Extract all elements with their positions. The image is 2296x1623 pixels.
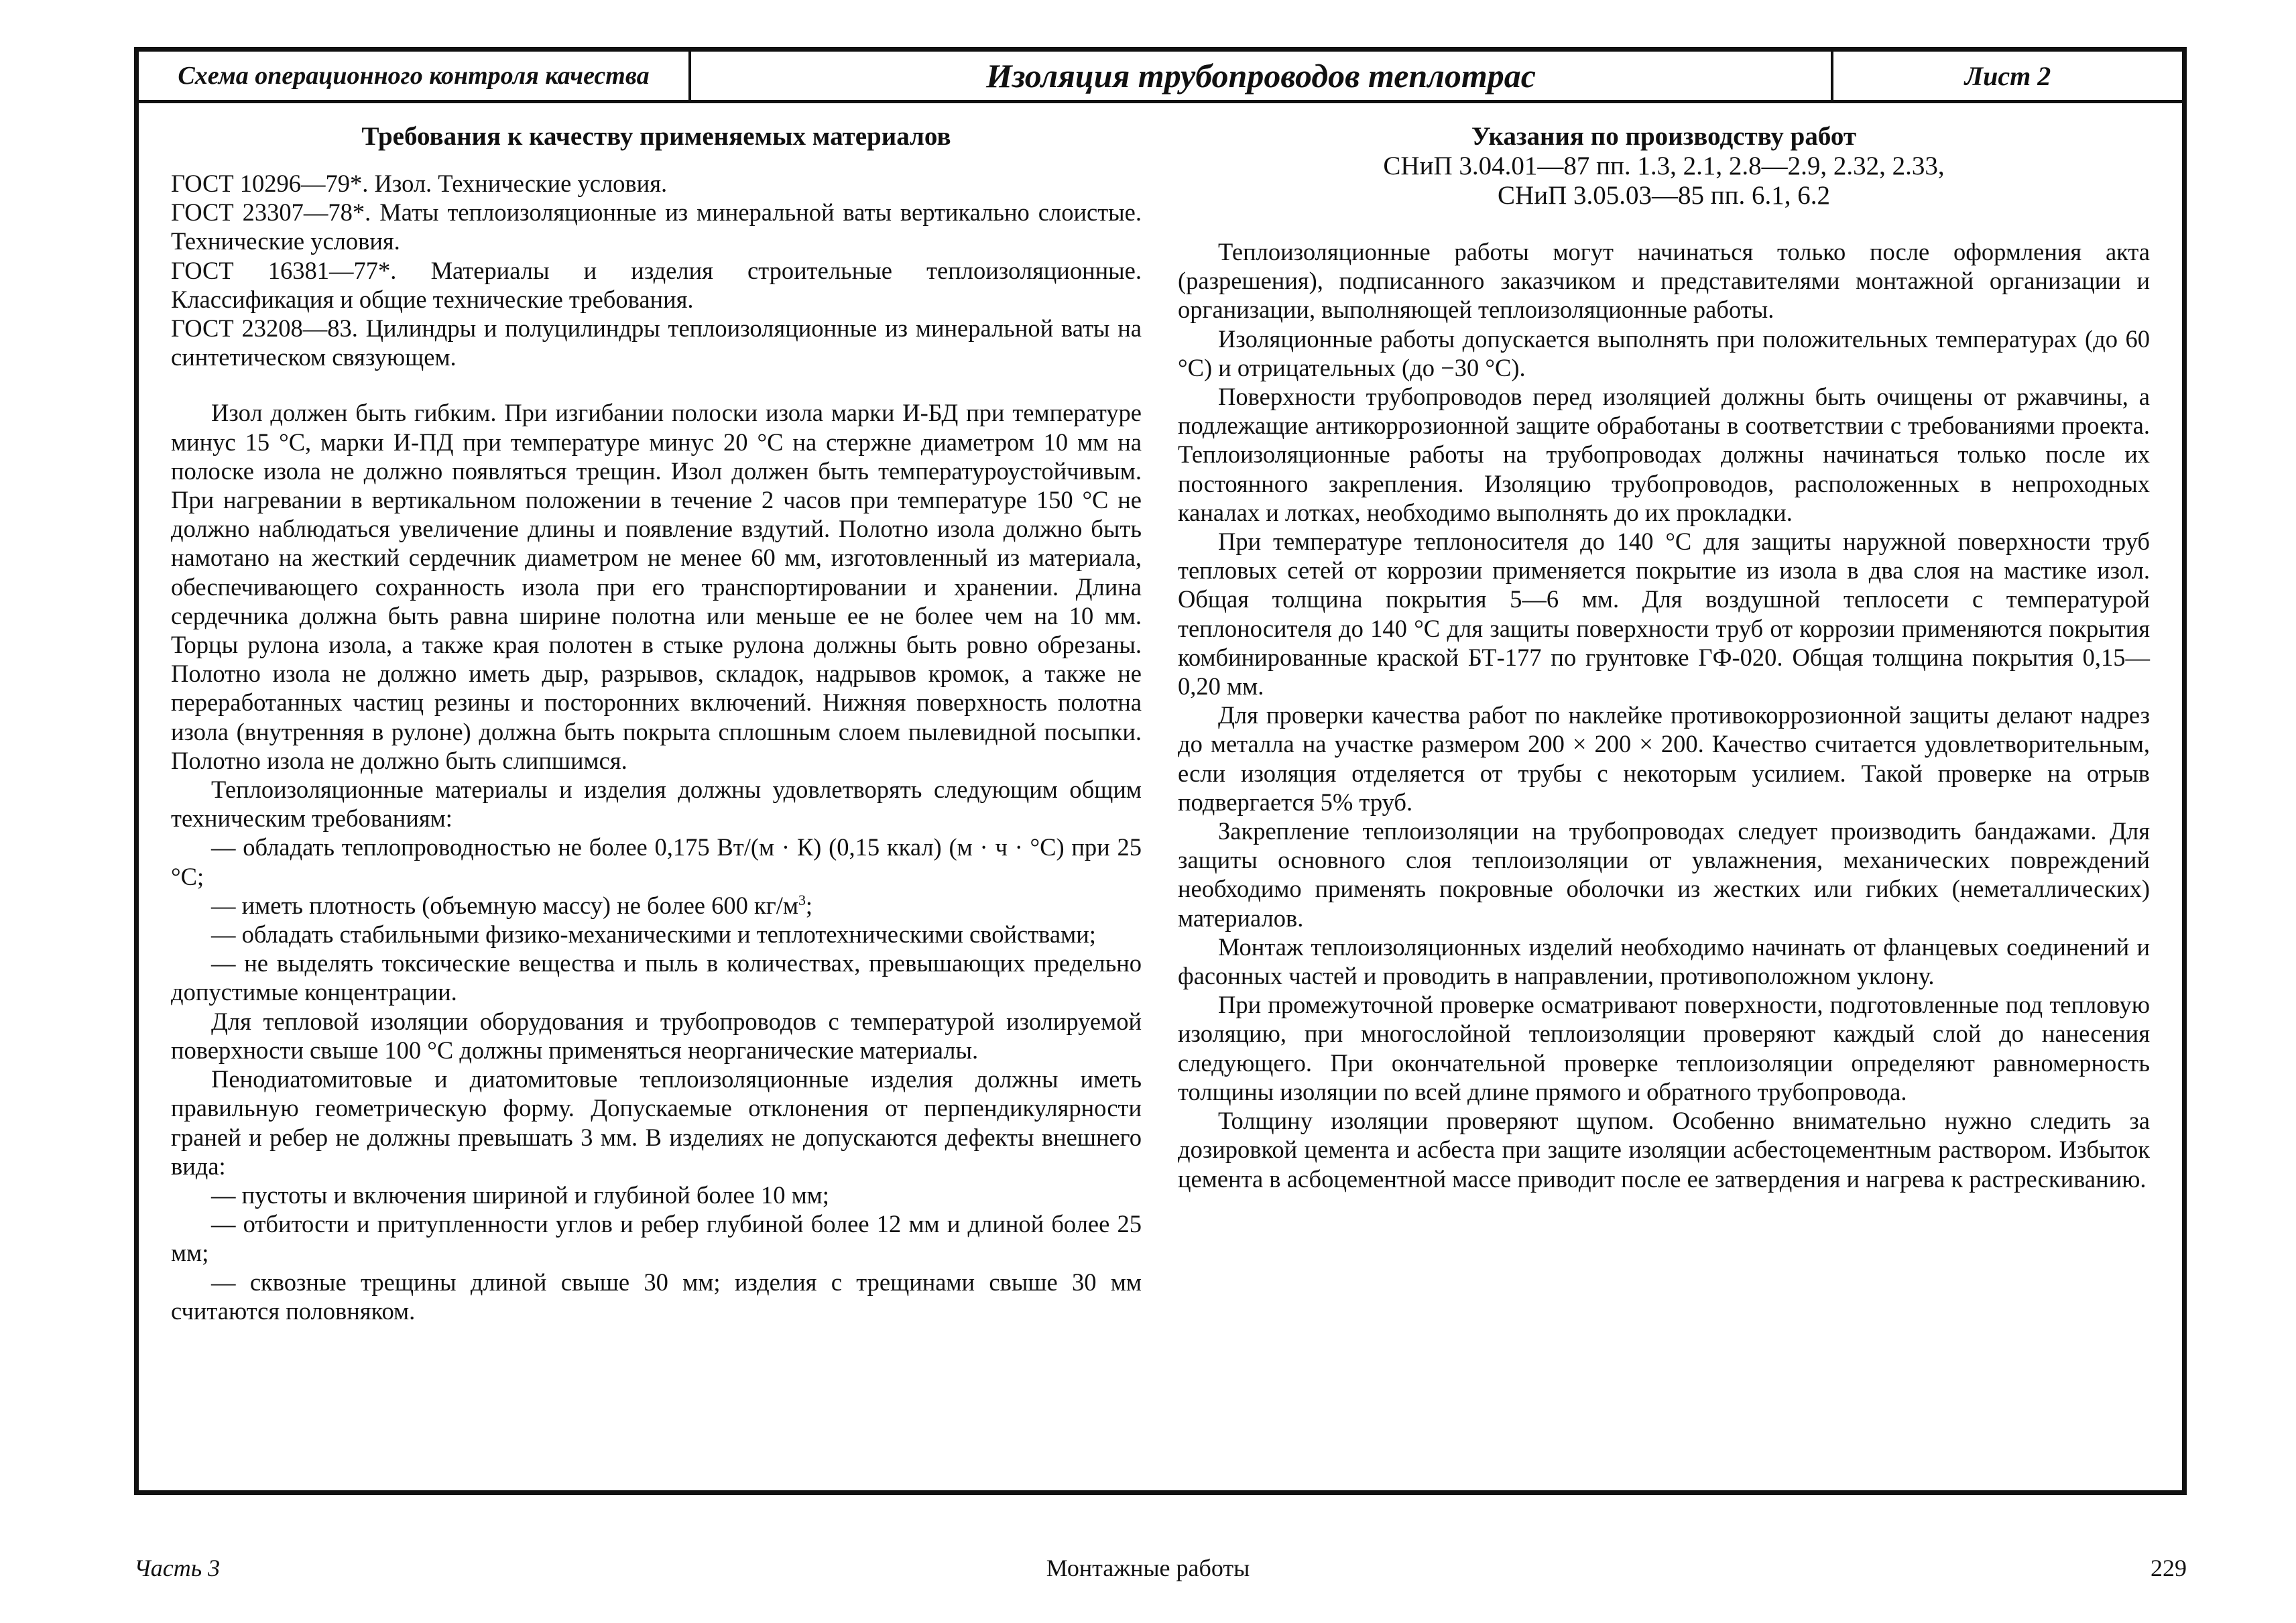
list-item <box>171 891 1142 920</box>
paragraph: Для тепловой изоляции оборудования и трубопроводов с температурой изолируемой поверхности свыше 100 °С должны применяться неорганические материалы. <box>171 1007 1142 1064</box>
paragraph: Толщину изоляции проверяют щупом. Особенно внимательно нужно следить за дозировкой цемента и асбеста при защите изоляции асбестоцементным раствором. Избыток цемента в асбоцементной массе приводит после ее затвердения и нагрева к растрескиванию. <box>1178 1107 2150 1193</box>
page-number: 229 <box>2151 1555 2187 1581</box>
paragraph: Поверхности трубопроводов перед изоляцией должны быть очищены от ржавчины, а подлежащие антикоррозионной защите обработаны в соответствии с требованиями проекта. Теплоизоляционные работы на трубопроводах должны начинаться только после их постоянного закрепления. Изоляцию трубопроводов, расположенных в непроходных каналах и лотках, необходимо выполнять до их прокладки. <box>1178 383 2150 526</box>
gost-item: ГОСТ 23208—83. Цилиндры и полуцилиндры теплоизоляционные из минеральной ваты на синтетическом связующем. <box>171 314 1142 371</box>
page-frame <box>134 47 2187 1495</box>
paragraph: Теплоизоляционные работы могут начинаться только после оформления акта (разрешения), подписанного заказчиком и представителями монтажной организации и организации, выполняющей теплоизоляционные работы. <box>1178 238 2150 324</box>
paragraph: Изоляционные работы допускается выполнять при положительных температурах (до 60 °С) и отрицательных (до −30 °С). <box>1178 324 2150 381</box>
paragraph: Закрепление теплоизоляции на трубопроводах следует производить бандажами. Для защиты основного слоя теплоизоляции от увлажнения, механических повреждений необходимо применять покровные оболочки из жестких или гибких (неметаллических) материалов. <box>1178 817 2150 932</box>
paragraph: Для проверки качества работ по наклейке противокоррозионной защиты делают надрез до металла на участке размером 200 × 200 × 200. Качество считается удовлетворительным, если изоляция отделяется от трубы с некоторым усилием. Такой проверке на отрыв подвергается 5% труб. <box>1178 701 2150 816</box>
snip-reference: СНиП 3.05.03—85 пп. 6.1, 6.2 <box>1498 181 1830 210</box>
paragraph: Пенодиатомитовые и диатомитовые теплоизоляционные изделия должны иметь правильную геометрическую форму. Допускаемые отклонения от перпендикулярности граней и ребер не должны превышать 3 мм. В изделиях не допускаются дефекты внешнего вида: <box>171 1065 1142 1180</box>
right-column <box>1178 122 2150 1193</box>
paragraph: При промежуточной проверке осматривают поверхности, подготовленные под тепловую изоляцию, при многослойной теплоизоляции проверяют каждый слой до нанесения следующего. При окончательной проверке теплоизоляции определяют равномерность толщины изоляции по всей длине прямого и обратного трубопровода. <box>1178 991 2150 1105</box>
list-item: — пустоты и включения шириной и глубиной более 10 мм; <box>211 1181 829 1209</box>
list-item: — не выделять токсические вещества и пыль в количествах, превышающих предельно допустимые концентрации. <box>171 949 1142 1006</box>
right-title: Указания по производству работ <box>1471 122 1856 151</box>
footer-part: Часть 3 <box>134 1555 221 1581</box>
paragraph: При температуре теплоносителя до 140 °С для защиты наружной поверхности труб тепловых сетей от коррозии применяется покрытие из изола в два слоя на мастике изол. Общая толщина покрытия 5—6 мм. Для воздушной теплосети с температурой теплоносителя до 140 °С для защиты поверхности труб от коррозии применяются покрытия комбинированные краской БТ-177 по грунтовке ГФ-020. Общая толщина покрытия 0,15—0,20 мм. <box>1178 528 2150 701</box>
paragraph: Теплоизоляционные материалы и изделия должны удовлетворять следующим общим техническим требованиям: <box>171 776 1142 833</box>
header-row <box>139 52 2182 103</box>
list-item: — обладать теплопроводностью не более 0,175 Вт/(м · К) (0,15 ккал) (м · ч · °С) при 25 °С; <box>171 833 1142 890</box>
list-item-text: — иметь плотность (объемную массу) не более 600 кг/м <box>211 891 798 919</box>
paragraph: Изол должен быть гибким. При изгибании полоски изола марки И-БД при температуре минус 15 °С, марки И-ПД при температуре минус 20 °С на стержне диаметром 10 мм на полоске изола не должно появляться трещин. Изол должен быть температуроустойчивым. При нагревании в вертикальном положении в течение 2 часов при температуре 150 °С не должно наблюдаться увеличение длины и появление вздутий. Полотно изола должно быть намотано на жесткий сердечник диаметром не менее 60 мм, изготовленный из материала, обеспечивающего сохранность изола при его транспортировании и хранении. Длина сердечника должна быть равна ширине полотна или меньше ее не более чем на 10 мм. Торцы рулона изола, а также края полотен в стыке рулона должны быть ровно обрезаны. Полотно изола не должно иметь дыр, разрывов, складок, надрывов кромок, а также не переработанных частиц резины и посторонних включений. Нижняя поверхность полотна изола (внутренняя в рулоне) должна быть покрыта сплошным слоем пылевидной посыпки. Полотно изола не должно быть слипшимся. <box>171 399 1142 774</box>
gost-item: ГОСТ 10296—79*. Изол. Технические условия. <box>171 170 668 197</box>
header-left: Схема операционного контроля качества <box>139 52 691 100</box>
header-title: Изоляция трубопроводов теплотрас <box>691 52 1833 100</box>
gost-item: ГОСТ 23307—78*. Маты теплоизоляционные из минеральной ваты вертикально слоистые. Технические условия. <box>171 198 1142 255</box>
footer-section: Монтажные работы <box>1046 1555 1250 1581</box>
paragraph: Монтаж теплоизоляционных изделий необходимо начинать от фланцевых соединений и фасонных частей и проводить в направлении, противоположном уклону. <box>1178 933 2150 990</box>
list-item: — сквозные трещины длиной свыше 30 мм; изделия с трещинами свыше 30 мм считаются половняком. <box>171 1268 1142 1325</box>
header-sheet: Лист 2 <box>1964 60 2051 91</box>
gost-item: ГОСТ 16381—77*. Материалы и изделия строительные теплоизоляционные. Классификация и общие технические требования. <box>171 256 1142 313</box>
left-title: Требования к качеству применяемых материалов <box>361 122 951 151</box>
list-item-text: ; <box>805 891 813 919</box>
left-column <box>171 122 1142 1325</box>
superscript: 3 <box>798 891 806 908</box>
snip-reference: СНиП 3.04.01—87 пп. 1.3, 2.1, 2.8—2.9, 2.32, 2.33, <box>1383 152 1945 180</box>
list-item: — обладать стабильными физико-механическими и теплотехническими свойствами; <box>211 920 1096 949</box>
list-item: — отбитости и притупленности углов и ребер глубиной более 12 мм и длиной более 25 мм; <box>171 1210 1142 1267</box>
